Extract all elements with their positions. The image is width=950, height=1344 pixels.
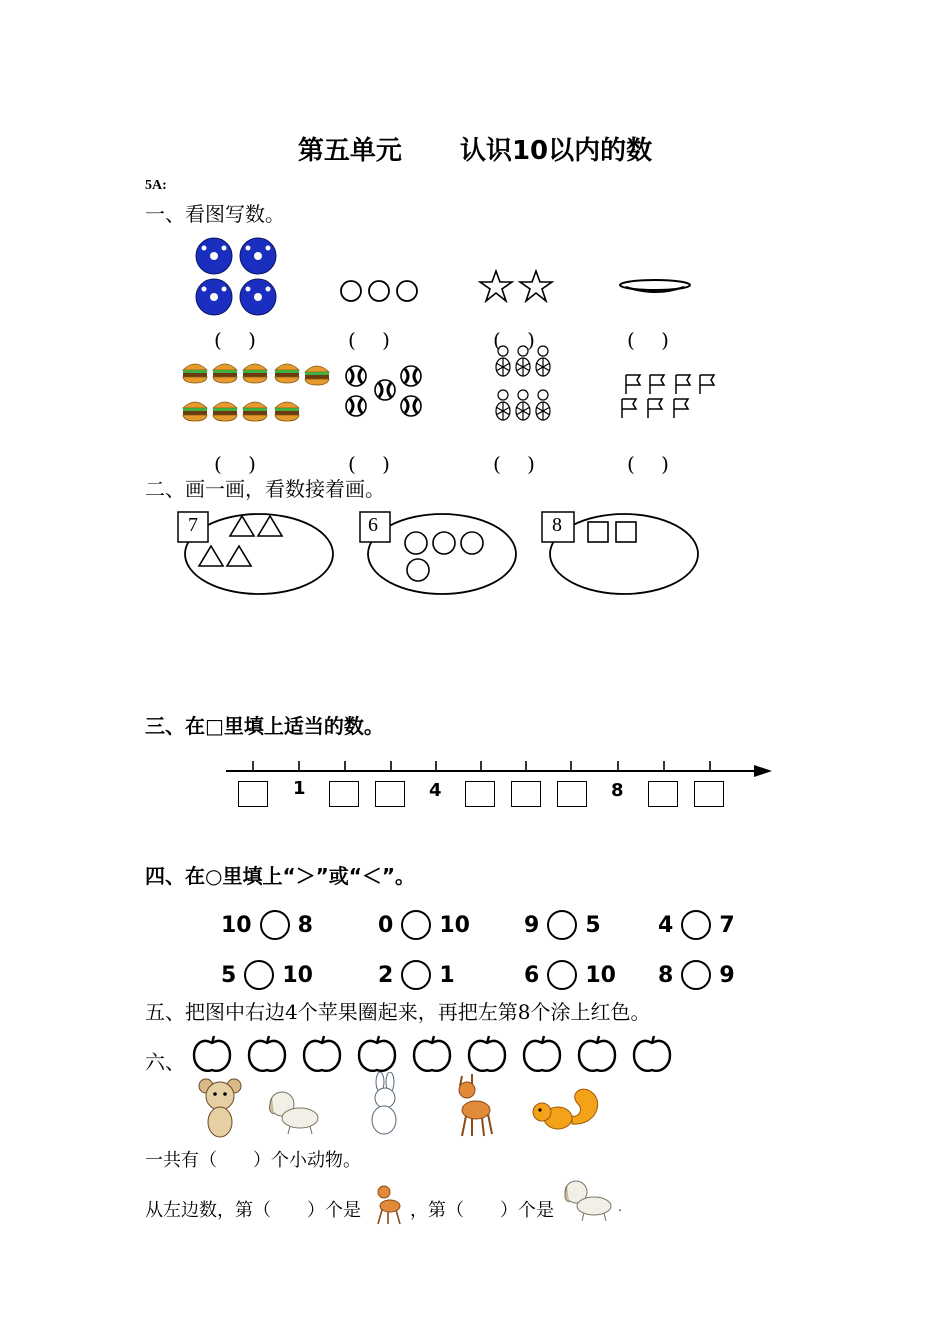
number-line xyxy=(226,756,774,780)
answer-blank[interactable]: ( ) xyxy=(493,328,535,352)
question-total-animals: 一共有（ ）个小动物。 xyxy=(145,1150,361,1171)
apples-row xyxy=(190,1032,674,1074)
deer-icon xyxy=(448,1072,496,1140)
squirrel-icon xyxy=(528,1086,604,1136)
fill-in-box[interactable] xyxy=(329,781,359,807)
bugs-image xyxy=(494,345,554,425)
answer-blank[interactable]: ( ) xyxy=(348,328,390,352)
answer-blank[interactable]: ( ) xyxy=(214,328,256,352)
answer-blank[interactable]: ( ) xyxy=(627,452,669,476)
answer-blank[interactable]: ( ) xyxy=(627,328,669,352)
striped-balls-image xyxy=(345,364,425,418)
number-line-label: 1 xyxy=(293,778,306,799)
question-position-part1: 从左边数，第（ ）个是 xyxy=(145,1200,361,1221)
apple-icon xyxy=(579,1036,615,1071)
compare-circle[interactable] xyxy=(681,910,711,940)
compare-item: 2 1 xyxy=(378,960,455,990)
plate-image xyxy=(618,277,692,299)
number-line-label: 8 xyxy=(611,780,624,801)
apple-icon xyxy=(194,1036,230,1071)
page-title xyxy=(0,130,950,167)
compare-circle[interactable] xyxy=(401,960,431,990)
section6-heading: 六、 xyxy=(145,1050,185,1074)
fill-in-box[interactable] xyxy=(465,781,495,807)
compare-item: 0 10 xyxy=(378,910,470,940)
oval-group-7 xyxy=(176,506,336,598)
apple-icon xyxy=(414,1036,450,1071)
subtitle: 5A: xyxy=(145,178,167,193)
deer-icon xyxy=(370,1182,404,1226)
puppy-icon xyxy=(560,1178,616,1222)
apple-icon xyxy=(304,1036,340,1071)
compare-circle[interactable] xyxy=(547,960,577,990)
compare-circle[interactable] xyxy=(244,960,274,990)
compare-circle[interactable] xyxy=(547,910,577,940)
section4-heading: 四、在○里填上“＞”或“＜”。 xyxy=(145,864,416,888)
title-topic: 认识10以内的数 xyxy=(459,136,653,166)
bear-icon xyxy=(196,1076,244,1142)
compare-item: 6 10 xyxy=(524,960,616,990)
section1-heading: 一、看图写数。 xyxy=(145,202,285,226)
answer-blank[interactable]: ( ) xyxy=(493,452,535,476)
section2-heading: 二、画一画，看数接着画。 xyxy=(145,477,385,501)
apple-icon xyxy=(249,1036,285,1071)
compare-circle[interactable] xyxy=(260,910,290,940)
answer-blank[interactable]: ( ) xyxy=(214,452,256,476)
hamburgers-image xyxy=(182,358,334,426)
fill-in-box[interactable] xyxy=(694,781,724,807)
question-position-part2: ，第（ ）个是 xyxy=(410,1200,554,1221)
number-box-7: 7 xyxy=(188,514,198,536)
rabbit-icon xyxy=(358,1072,410,1140)
compare-item: 4 7 xyxy=(658,910,735,940)
apple-icon xyxy=(469,1036,505,1071)
answer-blank[interactable]: ( ) xyxy=(348,452,390,476)
three-circles-image xyxy=(339,279,421,303)
fill-in-box[interactable] xyxy=(238,781,268,807)
number-line-label: 4 xyxy=(429,780,442,801)
compare-item: 9 5 xyxy=(524,910,601,940)
compare-item: 10 8 xyxy=(221,910,313,940)
two-stars-image xyxy=(478,269,556,303)
apple-icon xyxy=(359,1036,395,1071)
number-box-8: 8 xyxy=(552,514,562,536)
puppy-icon xyxy=(264,1088,324,1136)
section5-heading: 五、把图中右边4个苹果圈起来，再把左第8个涂上红色。 xyxy=(145,1000,651,1024)
compare-circle[interactable] xyxy=(681,960,711,990)
compare-item: 8 9 xyxy=(658,960,735,990)
compare-item: 5 10 xyxy=(221,960,313,990)
question-end-mark: . xyxy=(618,1200,622,1214)
title-unit: 第五单元 xyxy=(297,136,402,166)
fill-in-box[interactable] xyxy=(648,781,678,807)
compare-circle[interactable] xyxy=(401,910,431,940)
soccer-balls-image xyxy=(194,236,280,318)
section3-heading: 三、在□里填上适当的数。 xyxy=(145,714,384,738)
apple-icon xyxy=(634,1036,670,1071)
apple-icon xyxy=(524,1036,560,1071)
flags-image xyxy=(620,372,718,422)
number-box-6: 6 xyxy=(368,514,378,536)
fill-in-box[interactable] xyxy=(375,781,405,807)
oval-group-8 xyxy=(540,506,702,598)
oval-group-6 xyxy=(358,506,520,598)
fill-in-box[interactable] xyxy=(557,781,587,807)
fill-in-box[interactable] xyxy=(511,781,541,807)
